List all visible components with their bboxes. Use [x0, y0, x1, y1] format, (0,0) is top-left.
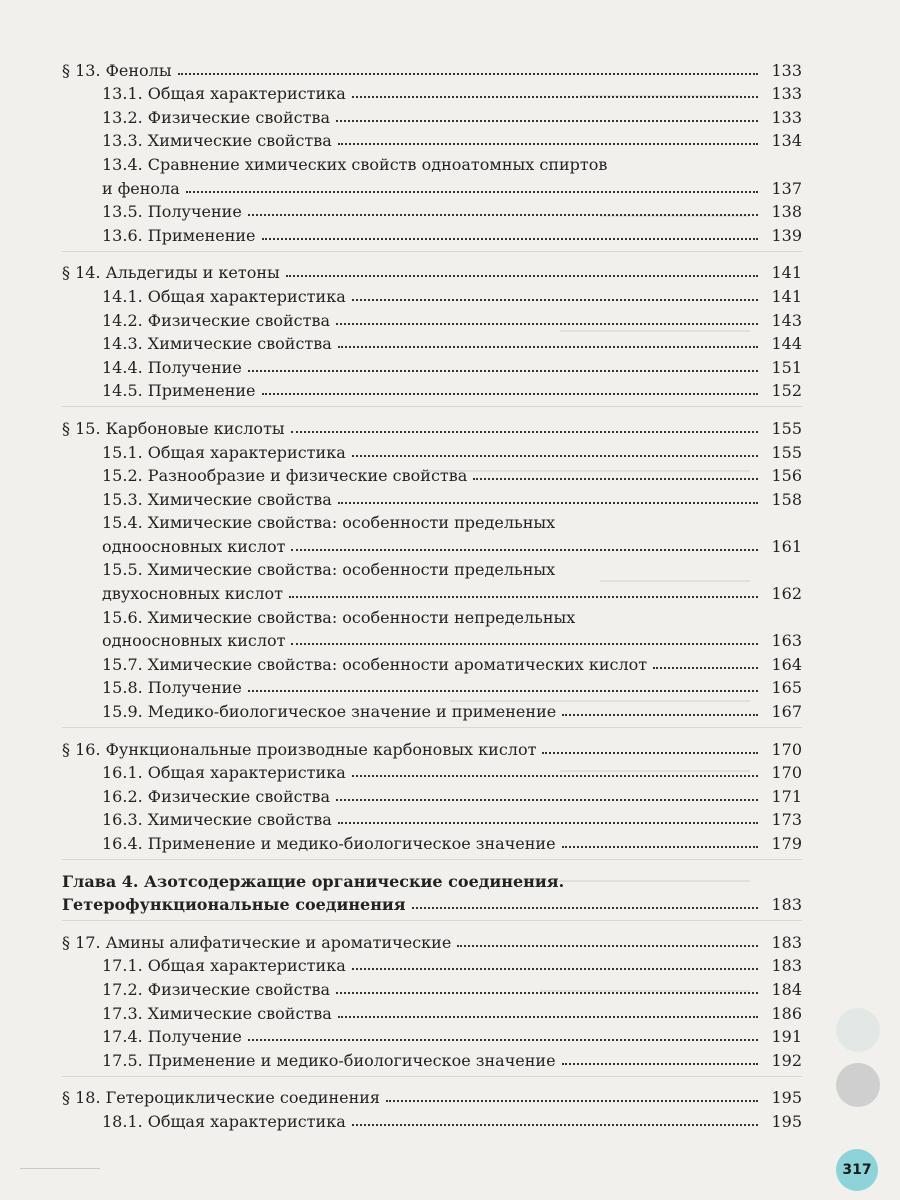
toc-page-number: 137 — [771, 178, 802, 198]
toc-dot-leader — [562, 1063, 758, 1065]
toc-entry-title: одноосновных кислот — [102, 631, 286, 651]
toc-entry-title: 14.5. Применение — [102, 381, 256, 401]
toc-page-number: 161 — [771, 536, 802, 556]
section-divider — [62, 251, 802, 255]
toc-subsection-entry[interactable] — [62, 1108, 802, 1132]
toc-entry-title: 16.4. Применение и медико-биологическое значение — [102, 834, 556, 853]
toc-entry-title: одноосновных кислот — [102, 536, 286, 556]
toc-subsection-entry[interactable] — [62, 307, 802, 331]
toc-page-number: 133 — [771, 107, 802, 127]
toc-entry-title: 15.9. Медико-биологическое значение и применение — [102, 702, 557, 722]
toc-section-entry[interactable] — [62, 929, 802, 953]
toc-dot-leader — [178, 73, 758, 75]
toc-page-number: 158 — [771, 489, 802, 509]
toc-section-entry[interactable] — [62, 1085, 802, 1109]
toc-page-number: 144 — [771, 334, 802, 354]
toc-dot-leader — [248, 1039, 758, 1041]
toc-page-number: 133 — [771, 84, 802, 104]
toc-dot-leader — [457, 945, 758, 947]
toc-page-number: 195 — [771, 1111, 802, 1131]
toc-entry-title: двухосновных кислот — [102, 584, 283, 604]
toc-dot-leader — [291, 643, 758, 645]
toc-dot-leader — [613, 167, 758, 169]
toc-dot-leader — [412, 907, 758, 909]
toc-dot-leader — [581, 620, 758, 622]
toc-dot-leader — [352, 96, 758, 98]
toc-entry-title: 13.2. Физические свойства — [102, 107, 330, 127]
toc-page-number: 162 — [771, 584, 802, 604]
toc-page-number: 167 — [771, 702, 802, 722]
toc-entry-title: 14.4. Получение — [102, 357, 242, 377]
toc-dot-leader — [248, 370, 758, 372]
toc-page-number: 186 — [771, 1003, 802, 1023]
toc-page-number: 165 — [771, 678, 802, 698]
toc-dot-leader — [338, 143, 758, 145]
toc-dot-leader — [561, 525, 758, 527]
toc-page-number: 141 — [771, 263, 802, 283]
toc-entry-title: § 14. Альдегиды и кетоны — [62, 263, 280, 283]
toc-dot-leader — [336, 992, 758, 994]
toc-entry-title: 15.5. Химические свойства: особенности предельных — [102, 560, 556, 580]
toc-dot-leader — [186, 191, 758, 193]
toc-section-entry[interactable] — [62, 736, 802, 760]
toc-dot-leader — [286, 275, 758, 277]
toc-chapter-entry[interactable] — [62, 892, 802, 916]
toc-subsection-entry[interactable] — [62, 222, 802, 246]
toc-entry-title: § 18. Гетероциклические соединения — [62, 1088, 381, 1108]
section-divider — [62, 727, 802, 731]
toc-entry-title: 13.3. Химические свойства — [102, 131, 332, 151]
toc-entry-title: 15.8. Получение — [102, 678, 242, 698]
toc-entry-title: 15.2. Разнообразие и физические свойства — [102, 466, 468, 486]
toc-subsection-entry[interactable] — [62, 760, 802, 784]
toc-entry-title: 14.3. Химические свойства — [102, 334, 332, 354]
toc-subsection-entry[interactable] — [62, 331, 802, 355]
toc-entry-title: 14.1. Общая характеристика — [102, 286, 346, 306]
toc-page-number: 170 — [771, 739, 802, 759]
toc-subsection-entry[interactable] — [62, 533, 802, 557]
margin-marker-light — [836, 1008, 880, 1052]
toc-dot-leader — [562, 714, 758, 716]
toc-dot-leader — [561, 572, 758, 574]
page-number-badge: 317 — [836, 1149, 878, 1191]
toc-subsection-entry[interactable] — [62, 486, 802, 510]
toc-dot-leader — [352, 775, 758, 777]
toc-entry-title: 13.1. Общая характеристика — [102, 84, 346, 104]
toc-subsection-entry[interactable] — [62, 81, 802, 105]
toc-dot-leader — [352, 968, 758, 970]
toc-page-number: 155 — [771, 442, 802, 462]
toc-page-number: 155 — [771, 418, 802, 438]
toc-entry-title: 16.3. Химические свойства — [102, 810, 332, 830]
toc-page-number: 171 — [771, 786, 802, 806]
toc-subsection-entry[interactable] — [62, 151, 802, 175]
toc-entry-title: 17.1. Общая характеристика — [102, 956, 346, 976]
toc-page-number: 163 — [771, 631, 802, 651]
toc-dot-leader — [338, 822, 758, 824]
toc-entry-title: Гетерофункциональные соединения — [62, 895, 406, 915]
toc-entry-title: 15.4. Химические свойства: особенности предельных — [102, 513, 556, 533]
toc-entry-title: и фенола — [102, 178, 180, 198]
toc-page-number: 173 — [771, 810, 802, 830]
section-divider — [62, 920, 802, 924]
toc-dot-leader — [336, 323, 758, 325]
toc-chapter-entry[interactable] — [62, 868, 802, 892]
toc-subsection-entry[interactable] — [62, 675, 802, 699]
toc-entry-title: 14.2. Физические свойства — [102, 310, 330, 330]
toc-page-number: 183 — [771, 895, 802, 915]
toc-dot-leader — [542, 752, 758, 754]
toc-entry-title: § 16. Функциональные производные карбоновых кислот — [62, 739, 537, 759]
toc-entry-title: 13.4. Сравнение химических свойств одноатомных спиртов — [102, 154, 608, 174]
toc-entry-title: 16.1. Общая характеристика — [102, 763, 346, 783]
toc-entry-title: 15.6. Химические свойства: особенности непредельных — [102, 607, 576, 627]
toc-subsection-entry[interactable] — [62, 1024, 802, 1048]
toc-dot-leader — [570, 884, 758, 886]
section-divider — [62, 1076, 802, 1080]
toc-subsection-entry[interactable] — [62, 1000, 802, 1024]
toc-entry-title: 15.7. Химические свойства: особенности ароматических кислот — [102, 654, 648, 674]
toc-page-number: 183 — [771, 932, 802, 952]
toc-dot-leader — [352, 455, 758, 457]
toc-dot-leader — [338, 1016, 758, 1018]
toc-subsection-entry[interactable] — [62, 104, 802, 128]
toc-page-number: 134 — [771, 131, 802, 151]
toc-dot-leader — [338, 502, 758, 504]
toc-dot-leader — [291, 431, 758, 433]
toc-page-number: 191 — [771, 1027, 802, 1047]
toc-entry-title: Глава 4. Азотсодержащие органические соединения. — [62, 871, 565, 891]
toc-subsection-entry[interactable] — [62, 463, 802, 487]
toc-page-number: 138 — [771, 202, 802, 222]
toc-dot-leader — [336, 120, 758, 122]
toc-entry-title: 17.3. Химические свойства — [102, 1003, 332, 1023]
toc-entry-title: 13.6. Применение — [102, 225, 256, 245]
toc-page-number: 133 — [771, 60, 802, 80]
toc-subsection-entry[interactable] — [62, 976, 802, 1000]
toc-page-number: 152 — [771, 381, 802, 401]
toc-subsection-entry[interactable] — [62, 510, 802, 534]
toc-page-number: 195 — [771, 1088, 802, 1108]
toc-dot-leader — [248, 214, 758, 216]
toc-dot-leader — [562, 846, 758, 848]
toc-entry-title: 13.5. Получение — [102, 202, 242, 222]
toc-page-number: 192 — [771, 1050, 802, 1070]
toc-dot-leader — [352, 1124, 758, 1126]
bottom-edge-line — [20, 1168, 100, 1169]
toc-entry-title: 17.4. Получение — [102, 1027, 242, 1047]
toc-page-number: 179 — [771, 834, 802, 853]
toc-dot-leader — [386, 1100, 758, 1102]
toc-dot-leader — [338, 346, 758, 348]
toc-subsection-entry[interactable] — [62, 698, 802, 722]
toc-entry-title: 16.2. Физические свойства — [102, 786, 330, 806]
toc-entry-title: § 15. Карбоновые кислоты — [62, 418, 285, 438]
toc-page-number: 139 — [771, 225, 802, 245]
toc-subsection-entry[interactable] — [62, 283, 802, 307]
toc-subsection-entry[interactable] — [62, 557, 802, 581]
toc-subsection-entry[interactable] — [62, 807, 802, 831]
toc-subsection-entry[interactable] — [62, 651, 802, 675]
toc-dot-leader — [473, 478, 758, 480]
toc-page-number: 164 — [771, 654, 802, 674]
toc-entry-title: 15.1. Общая характеристика — [102, 442, 346, 462]
toc-section-entry[interactable] — [62, 260, 802, 284]
toc-subsection-entry[interactable] — [62, 199, 802, 223]
toc-section-entry[interactable] — [62, 57, 802, 81]
toc-entry-title: 17.2. Физические свойства — [102, 979, 330, 999]
toc-subsection-entry[interactable] — [62, 604, 802, 628]
section-divider — [62, 406, 802, 410]
section-divider — [62, 859, 802, 863]
toc-entry-title: 15.3. Химические свойства — [102, 489, 332, 509]
toc-dot-leader — [262, 238, 759, 240]
table-of-contents — [62, 57, 802, 1132]
toc-subsection-entry[interactable] — [62, 783, 802, 807]
toc-page-number: 141 — [771, 286, 802, 306]
toc-page-number: 143 — [771, 310, 802, 330]
toc-subsection-entry[interactable] — [62, 953, 802, 977]
toc-dot-leader — [352, 299, 758, 301]
toc-entry-title: 17.5. Применение и медико-биологическое значение — [102, 1050, 556, 1070]
toc-dot-leader — [289, 596, 758, 598]
toc-subsection-entry[interactable] — [62, 628, 802, 652]
toc-subsection-entry[interactable] — [62, 580, 802, 604]
toc-page-number: 156 — [771, 466, 802, 486]
toc-page-number: 183 — [771, 956, 802, 976]
toc-entry-title: 18.1. Общая характеристика — [102, 1111, 346, 1131]
toc-dot-leader — [248, 690, 758, 692]
toc-section-entry[interactable] — [62, 415, 802, 439]
toc-dot-leader — [336, 799, 758, 801]
toc-page-number: 151 — [771, 357, 802, 377]
toc-subsection-entry[interactable] — [62, 128, 802, 152]
toc-dot-leader — [291, 549, 758, 551]
toc-entry-title: § 17. Амины алифатические и ароматические — [62, 932, 452, 952]
toc-page-number: 170 — [771, 763, 802, 783]
toc-subsection-entry[interactable] — [62, 830, 802, 854]
margin-marker-grey — [836, 1063, 880, 1107]
toc-entry-title: § 13. Фенолы — [62, 60, 172, 80]
toc-subsection-entry[interactable] — [62, 354, 802, 378]
toc-dot-leader — [653, 667, 758, 669]
toc-subsection-entry[interactable] — [62, 439, 802, 463]
toc-dot-leader — [262, 393, 759, 395]
toc-subsection-entry[interactable] — [62, 1047, 802, 1071]
toc-subsection-entry[interactable] — [62, 175, 802, 199]
toc-page-number: 184 — [771, 979, 802, 999]
toc-subsection-entry[interactable] — [62, 378, 802, 402]
